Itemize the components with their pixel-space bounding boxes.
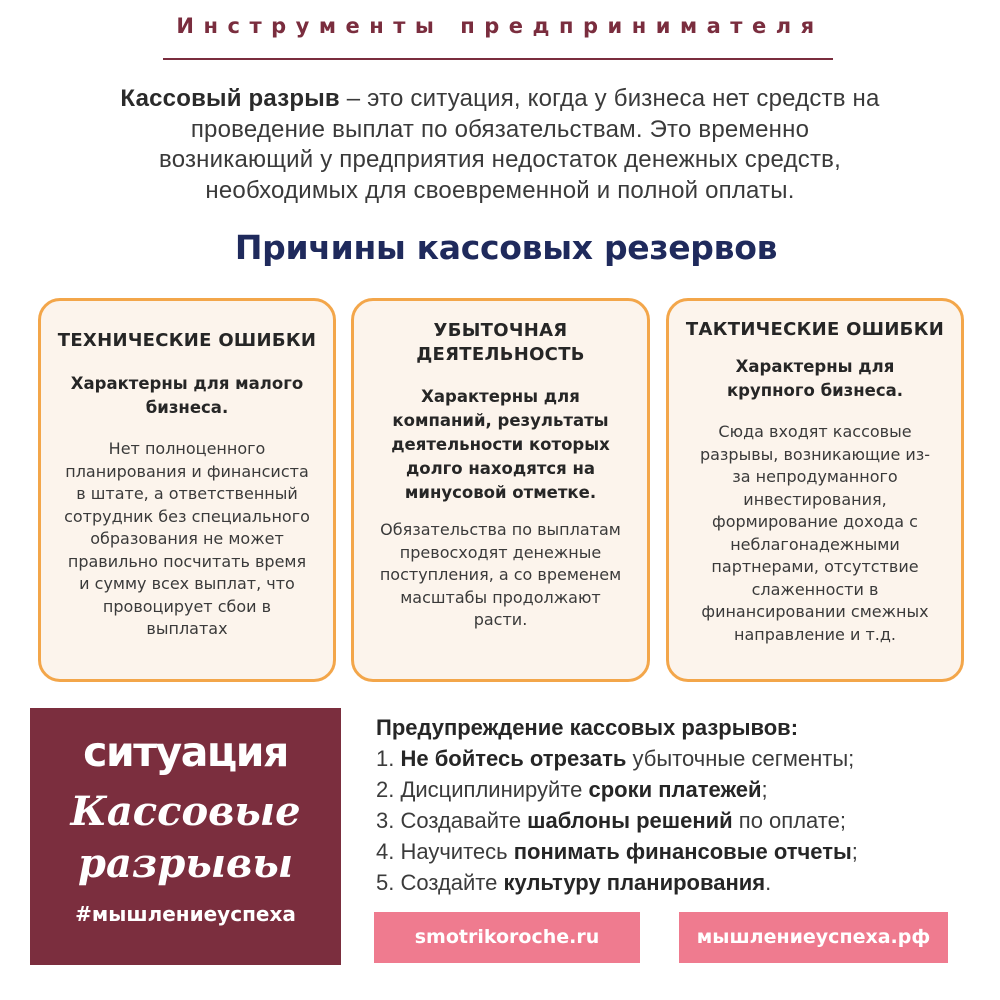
intro-line-4: необходимых для своевременной и полной оплаты. <box>205 176 795 204</box>
card-body-line: расти. <box>473 610 528 629</box>
card-body-line: слаженности в <box>751 579 879 599</box>
item-text: Дисциплинируйте <box>400 777 589 802</box>
card-body-line: и сумму всех выплат, что <box>79 574 295 593</box>
card-subtitle-line: бизнеса. <box>145 398 229 417</box>
page-header-title: Инструменты предпринимателя <box>176 14 824 38</box>
causes-title: Причины кассовых резервов <box>234 228 778 267</box>
card-body-line: Нет полноценного <box>108 439 266 458</box>
cause-card-technical-errors <box>38 298 336 682</box>
card-body <box>362 519 639 632</box>
item-text: . <box>765 870 772 895</box>
card-body-line: превосходят денежные <box>399 542 602 562</box>
item-number: 5. <box>376 870 401 895</box>
intro-line-1 <box>40 84 960 115</box>
item-number: 3. <box>376 808 401 833</box>
intro-line-1-rest: – это ситуация, когда у бизнеса нет средств на <box>339 85 880 112</box>
card-subtitle-line: Характерны для малого <box>70 374 304 393</box>
item-number: 2. <box>376 777 401 802</box>
card-title-line: ДЕЯТЕЛЬНОСТЬ <box>416 344 585 365</box>
card-body-line: масштабы продолжают <box>400 587 601 607</box>
item-text: Создавайте <box>400 808 528 833</box>
card-body-line: выплатах <box>146 619 228 638</box>
cause-card-tactical-errors <box>666 298 964 682</box>
situation-banner <box>30 708 341 965</box>
hashtag: #мышлениеуспеха <box>75 902 296 926</box>
card-subtitle-line: долго находятся на <box>405 459 596 478</box>
intro-term: Кассовый разрыв <box>120 85 340 112</box>
card-subtitle-line: Характерны для <box>421 387 580 406</box>
item-number: 1. <box>376 746 401 771</box>
card-subtitle-line: деятельности которых <box>391 435 610 454</box>
card-body-line: инвестирования, <box>743 489 887 509</box>
card-body-line: разрывы, возникающие из- <box>699 444 931 464</box>
prevention-list <box>376 712 976 898</box>
card-title-line: ТАКТИЧЕСКИЕ ОШИБКИ <box>685 319 945 340</box>
site-link-myshlenieuspekha[interactable]: мышлениеуспеха.рф <box>679 912 948 963</box>
item-number: 4. <box>376 839 401 864</box>
prevention-item <box>376 805 976 836</box>
prevention-item <box>376 836 976 867</box>
card-subtitle <box>362 385 639 505</box>
card-subtitle-line: Характерны для <box>735 357 895 376</box>
card-title-line: УБЫТОЧНАЯ <box>433 320 568 341</box>
item-text: Научитесь <box>400 839 514 864</box>
header-divider <box>163 58 833 60</box>
card-body-line: правильно посчитать время <box>67 551 307 571</box>
prevention-item <box>376 743 976 774</box>
item-emphasis: культуру планирования <box>503 870 766 895</box>
item-text: ; <box>761 777 768 802</box>
situation-word: ситуация <box>83 728 288 776</box>
intro-line-2: проведение выплат по обязательствам. Это временно <box>190 115 810 143</box>
item-text: по оплате; <box>732 808 846 833</box>
card-body-line: планирования и финансиста <box>65 461 309 481</box>
prevention-item <box>376 867 976 898</box>
item-text: ; <box>851 839 858 864</box>
card-subtitle-line: компаний, результаты <box>392 411 609 430</box>
intro-definition <box>40 84 960 206</box>
item-emphasis: понимать финансовые отчеты <box>513 839 852 864</box>
cause-card-unprofitable-activity <box>351 298 650 682</box>
card-body-line: Сюда входят кассовые <box>718 422 912 441</box>
card-body-line: направление и т.д. <box>733 624 896 644</box>
card-subtitle <box>677 355 953 403</box>
item-text: Создайте <box>400 870 504 895</box>
card-body-line: неблагонадежными <box>730 534 900 554</box>
situation-topic <box>30 786 341 890</box>
card-title-line: ТЕХНИЧЕСКИЕ ОШИБКИ <box>57 330 317 351</box>
item-text: убыточные сегменты; <box>626 746 855 771</box>
site-link-smotrikoroche[interactable]: smotrikoroche.ru <box>374 912 640 963</box>
card-body-line: партнерами, отсутствие <box>711 557 919 576</box>
card-subtitle <box>49 372 325 420</box>
card-body-line: сотрудник без специального <box>64 506 310 526</box>
card-body-line: провоцирует сбои в <box>102 596 272 616</box>
card-body-line: за непродуманного <box>732 467 898 486</box>
card-body-line: в штате, а ответственный <box>76 484 298 503</box>
card-subtitle-line: крупного бизнеса. <box>726 381 904 400</box>
prevention-item <box>376 774 976 805</box>
card-body <box>49 438 325 641</box>
item-emphasis: сроки платежей <box>588 777 762 802</box>
card-title <box>49 329 325 353</box>
prevention-title: Предупреждение кассовых разрывов: <box>376 715 799 740</box>
card-subtitle-line: минусовой отметке. <box>404 483 597 502</box>
item-emphasis: шаблоны решений <box>527 808 733 833</box>
card-body-line: образования не может <box>90 529 284 548</box>
item-emphasis: Не бойтесь отрезать <box>400 746 627 771</box>
card-title <box>362 319 639 367</box>
situation-topic-line: разрывы <box>77 840 294 887</box>
card-body <box>677 421 953 646</box>
card-body-line: формирование дохода с <box>712 512 918 531</box>
situation-topic-line: Кассовые <box>70 788 301 835</box>
card-title <box>677 318 953 342</box>
card-body-line: поступления, а со временем <box>379 565 622 584</box>
intro-line-3: возникающий у предприятия недостаток денежных средств, <box>159 146 841 173</box>
card-body-line: финансировании смежных <box>701 602 929 621</box>
card-body-line: Обязательства по выплатам <box>380 520 621 539</box>
